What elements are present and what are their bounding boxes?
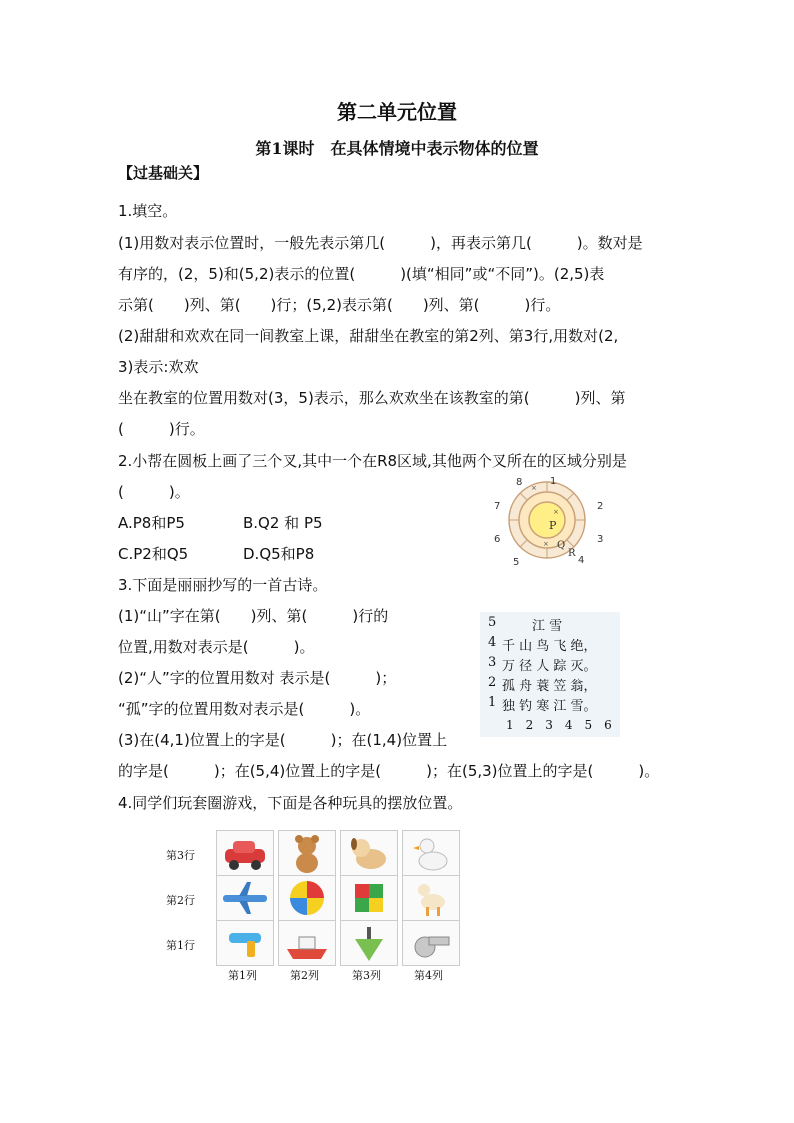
q3-line: 的字是( )；在(5,4)位置上的字是( )；在(5,3)位置上的字是( )。 bbox=[118, 762, 660, 780]
dial-number: 4 bbox=[578, 555, 585, 566]
row-label: 第2行 bbox=[166, 894, 195, 907]
q1-line: 3)表示:欢欢 bbox=[118, 358, 199, 376]
cube-icon bbox=[340, 875, 398, 921]
beach-ball-icon bbox=[278, 875, 336, 921]
duck-icon bbox=[402, 830, 460, 876]
q1-heading: 1.填空。 bbox=[118, 202, 178, 220]
water-gun-icon bbox=[216, 920, 274, 966]
ring-label-q: Q bbox=[557, 540, 566, 551]
q3-line: “孤”字的位置用数对表示是( )。 bbox=[118, 700, 371, 718]
q3-line: 位置,用数对表示是( )。 bbox=[118, 638, 315, 656]
boat-icon bbox=[278, 920, 336, 966]
ring-label-r: R bbox=[568, 548, 576, 559]
column-label: 第4列 bbox=[414, 969, 443, 982]
lesson-subtitle: 第1课时 在具体情境中表示物体的位置 bbox=[255, 139, 539, 158]
column-label: 第2列 bbox=[290, 969, 319, 982]
poem-column-numbers: 1 2 3 4 5 6 bbox=[506, 718, 612, 732]
dial-number: 6 bbox=[494, 534, 501, 545]
poem-line: 万 径 人 踪 灭。 bbox=[502, 659, 597, 674]
cross-mark-icon: × bbox=[531, 484, 537, 492]
column-label: 第3列 bbox=[352, 969, 381, 982]
cross-mark-icon: × bbox=[553, 508, 559, 516]
row-label: 第1行 bbox=[166, 939, 195, 952]
section-heading: 【过基础关】 bbox=[118, 164, 209, 182]
poem-row-number: 4 bbox=[488, 635, 497, 650]
poem-row-number: 2 bbox=[488, 675, 497, 690]
q2-line: 2.小帮在圆板上画了三个叉,其中一个在R8区域,其他两个叉所在的区域分别是 bbox=[118, 452, 627, 470]
q3-line: (2)“人”字的位置用数对 表示是( )； bbox=[118, 669, 397, 687]
dial-number: 3 bbox=[597, 534, 604, 545]
dial-number: 2 bbox=[597, 501, 604, 512]
page-title: 第二单元位置 bbox=[337, 100, 457, 124]
dial-number: 5 bbox=[513, 557, 520, 568]
car-icon bbox=[216, 830, 274, 876]
whistle-icon bbox=[402, 920, 460, 966]
poem-row-number: 5 bbox=[488, 615, 497, 630]
q1-line: 示第( )列、第( )行；(5,2)表示第( )列、第( )行。 bbox=[118, 296, 561, 314]
q1-line: (2)甜甜和欢欢在同一间教室上课，甜甜坐在教室的第2列、第3行,用数对(2, bbox=[118, 327, 619, 345]
ring-label-p: P bbox=[549, 519, 557, 532]
poem-line: 孤 舟 蓑 笠 翁， bbox=[502, 679, 597, 694]
cross-mark-icon: × bbox=[543, 540, 549, 548]
puppy-icon bbox=[340, 830, 398, 876]
column-label: 第1列 bbox=[228, 969, 257, 982]
q1-line: 坐在教室的位置用数对(3，5)表示，那么欢欢坐在该教室的第( )列、第 bbox=[118, 389, 626, 407]
q2-option-d: D.Q5和P8 bbox=[243, 545, 315, 563]
spinning-top-icon bbox=[340, 920, 398, 966]
q3-heading: 3.下面是丽丽抄写的一首古诗。 bbox=[118, 576, 328, 594]
q2-option-c: C.P2和Q5 bbox=[118, 545, 189, 563]
q1-line: ( )行。 bbox=[118, 420, 205, 438]
airplane-icon bbox=[216, 875, 274, 921]
q1-line: (1)用数对表示位置时，一般先表示第几( )，再表示第几( )。数对是 bbox=[118, 234, 643, 252]
poem-row-number: 3 bbox=[488, 655, 497, 670]
inner-circle bbox=[529, 502, 565, 538]
poem-row-number: 1 bbox=[488, 695, 497, 710]
dial-number: 1 bbox=[550, 476, 557, 487]
row-label: 第3行 bbox=[166, 849, 195, 862]
q2-option-a: A.P8和P5 bbox=[118, 514, 185, 532]
poem-title: 江 雪 bbox=[532, 619, 563, 634]
q2-line: ( )。 bbox=[118, 483, 190, 501]
horse-icon bbox=[402, 875, 460, 921]
poem-line: 千 山 鸟 飞 绝， bbox=[502, 639, 597, 654]
poem-grid bbox=[480, 612, 620, 737]
q3-line: (1)“山”字在第( )列、第( )行的 bbox=[118, 607, 389, 625]
dial-number: 7 bbox=[494, 501, 501, 512]
teddy-bear-icon bbox=[278, 830, 336, 876]
poem-line: 独 钓 寒 江 雪。 bbox=[502, 699, 597, 714]
q1-line: 有序的，(2，5)和(5,2)表示的位置( )(填“相同”或“不同”)。(2,5)表 bbox=[118, 265, 605, 283]
toy-grid bbox=[166, 825, 456, 980]
q2-option-b: B.Q2 和 P5 bbox=[243, 514, 323, 532]
dial-number: 8 bbox=[516, 477, 523, 488]
q3-line: (3)在(4,1)位置上的字是( )；在(1,4)位置上 bbox=[118, 731, 448, 749]
q4-heading: 4.同学们玩套圈游戏，下面是各种玩具的摆放位置。 bbox=[118, 794, 463, 812]
circular-board-figure bbox=[485, 472, 615, 572]
